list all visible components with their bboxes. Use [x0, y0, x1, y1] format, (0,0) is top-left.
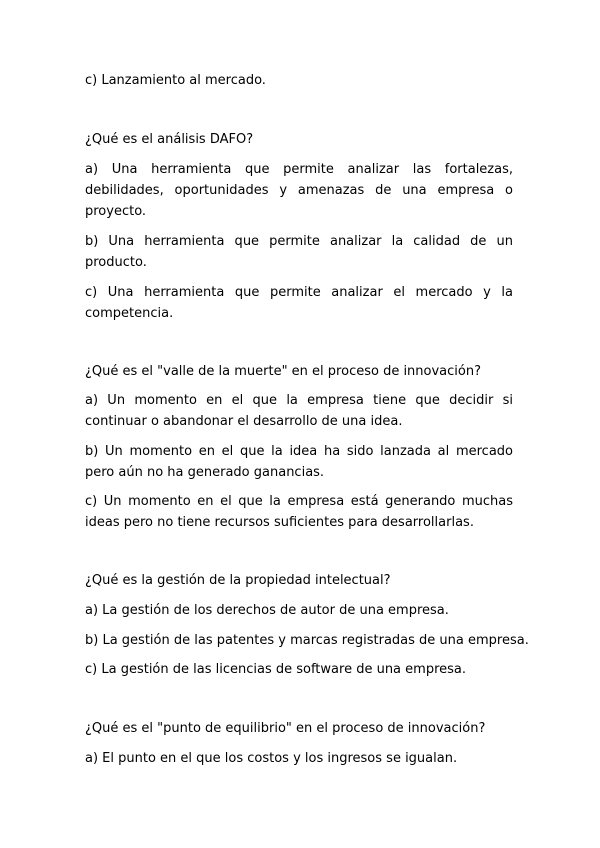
question-dafo: ¿Qué es el análisis DAFO? [85, 132, 254, 147]
option-dafo-b: b) Una herramienta que permite analizar la calidad de un producto. [85, 234, 513, 270]
option-valle-b: b) Un momento en el que la idea ha sido lanzada al mercado pero aún no ha generado ganancias. [85, 444, 513, 480]
question-valle-muerte: ¿Qué es el "valle de la muerte" en el proceso de innovación? [85, 364, 482, 379]
option-valle-c: c) Un momento en el que la empresa está generando muchas ideas pero no tiene recursos suficientes para desarrollarlas. [85, 494, 513, 530]
option-propiedad-c: c) La gestión de las licencias de software de una empresa. [85, 662, 466, 677]
option-dafo-a: a) Una herramienta que permite analizar las fortalezas, debilidades, oportunidades y amenazas de una empresa o proyecto. [85, 162, 513, 219]
option-dafo-c: c) Una herramienta que permite analizar el mercado y la competencia. [85, 285, 513, 321]
lead-option: c) Lanzamiento al mercado. [85, 73, 266, 88]
option-propiedad-b: b) La gestión de las patentes y marcas registradas de una empresa. [85, 633, 529, 648]
option-propiedad-a: a) La gestión de los derechos de autor de una empresa. [85, 603, 449, 618]
option-equilibrio-a: a) El punto en el que los costos y los ingresos se igualan. [85, 751, 458, 766]
option-valle-a: a) Un momento en el que la empresa tiene que decidir si continuar o abandonar el desarrollo de una idea. [85, 393, 513, 429]
question-punto-equilibrio: ¿Qué es el "punto de equilibrio" en el proceso de innovación? [85, 721, 486, 736]
question-propiedad-intelectual: ¿Qué es la gestión de la propiedad intelectual? [85, 573, 391, 588]
